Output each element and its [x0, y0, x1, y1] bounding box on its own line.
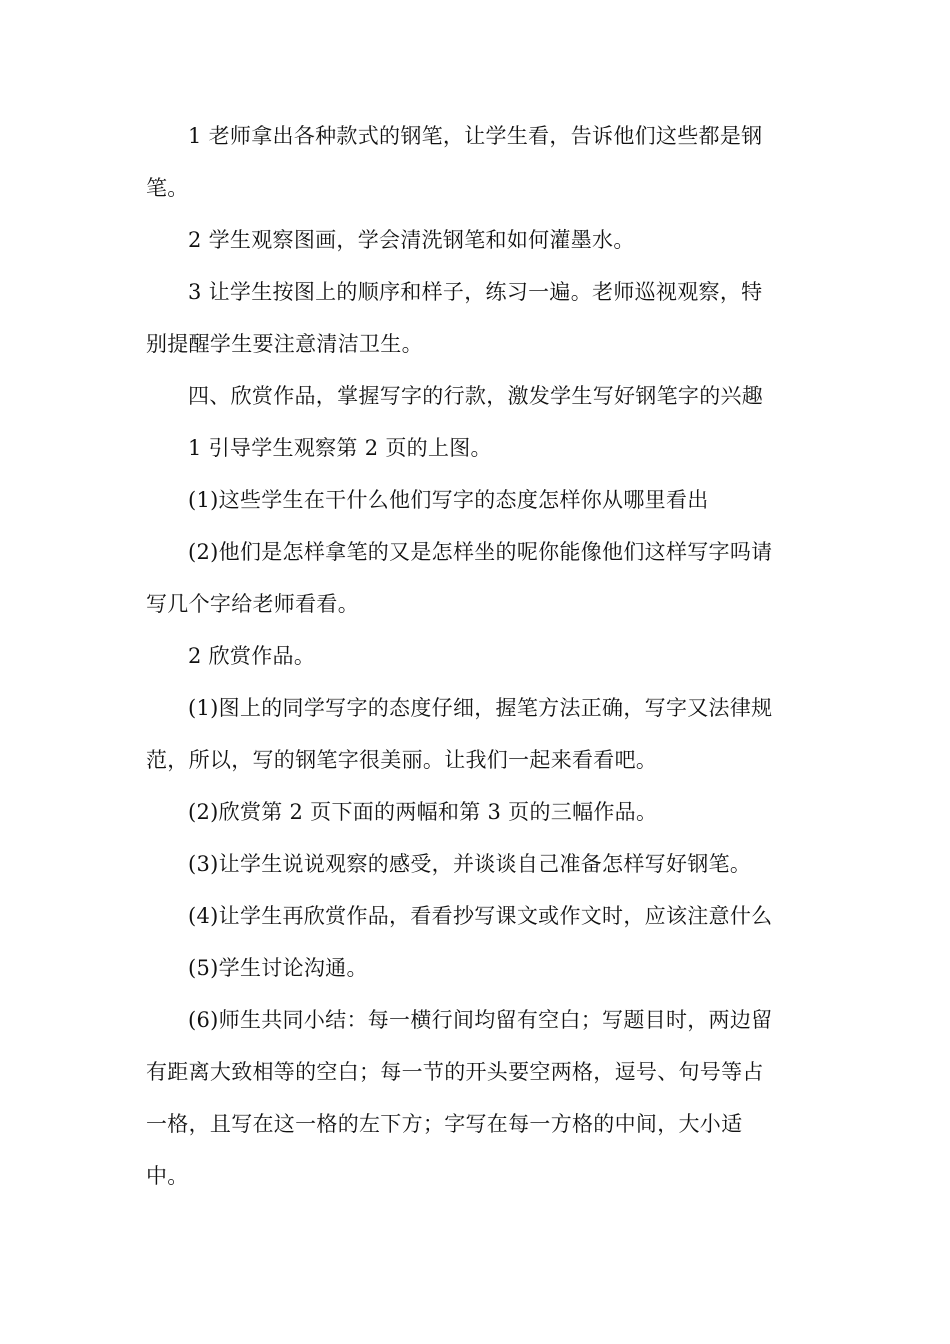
text-line: 3 让学生按图上的顺序和样子，练习一遍。老师巡视观察，特	[188, 280, 763, 304]
paragraph	[146, 526, 798, 630]
text-line: 范，所以，写的钢笔字很美丽。让我们一起来看看吧。	[146, 748, 658, 772]
text-line: 1 引导学生观察第 2 页的上图。	[188, 436, 492, 460]
text-line: (4)让学生再欣赏作品，看看抄写课文或作文时，应该注意什么	[188, 904, 773, 928]
paragraph	[146, 682, 798, 786]
text-line: 写几个字给老师看看。	[146, 592, 359, 616]
text-line: 2 学生观察图画，学会清洗钢笔和如何灌墨水。	[188, 228, 635, 252]
paragraph	[146, 994, 798, 1202]
text-line: (5)学生讨论沟通。	[188, 956, 368, 980]
text-line: 别提醒学生要注意清洁卫生。	[146, 332, 423, 356]
section-heading	[146, 370, 798, 422]
text-line: 2 欣赏作品。	[188, 644, 316, 668]
text-line: (3)让学生说说观察的感受，并谈谈自己准备怎样写好钢笔。	[188, 852, 752, 876]
paragraph	[146, 942, 798, 994]
text-line: 1 老师拿出各种款式的钢笔，让学生看，告诉他们这些都是钢	[188, 124, 763, 148]
paragraph	[146, 214, 798, 266]
text-line: (2)他们是怎样拿笔的又是怎样坐的呢你能像他们这样写字吗请	[188, 540, 773, 564]
paragraph	[146, 786, 798, 838]
text-line: 中。	[146, 1164, 189, 1188]
paragraph	[146, 630, 798, 682]
text-line: (1)这些学生在干什么他们写字的态度怎样你从哪里看出	[188, 488, 709, 512]
paragraph	[146, 110, 798, 214]
paragraph	[146, 890, 798, 942]
text-line: 笔。	[146, 176, 189, 200]
text-line: (1)图上的同学写字的态度仔细，握笔方法正确，写字又法律规	[188, 696, 773, 720]
text-line: (2)欣赏第 2 页下面的两幅和第 3 页的三幅作品。	[188, 800, 658, 824]
text-line: (6)师生共同小结：每一横行间均留有空白；写题目时，两边留	[188, 1008, 773, 1032]
text-line: 有距离大致相等的空白；每一节的开头要空两格，逗号、句号等占	[146, 1060, 764, 1084]
text-line: 一格，且写在这一格的左下方；字写在每一方格的中间，大小适	[146, 1112, 743, 1136]
paragraph	[146, 266, 798, 370]
paragraph	[146, 838, 798, 890]
paragraph	[146, 422, 798, 474]
text-line: 四、欣赏作品，掌握写字的行款，激发学生写好钢笔字的兴趣	[188, 384, 764, 408]
document-body	[146, 110, 798, 1202]
paragraph	[146, 474, 798, 526]
